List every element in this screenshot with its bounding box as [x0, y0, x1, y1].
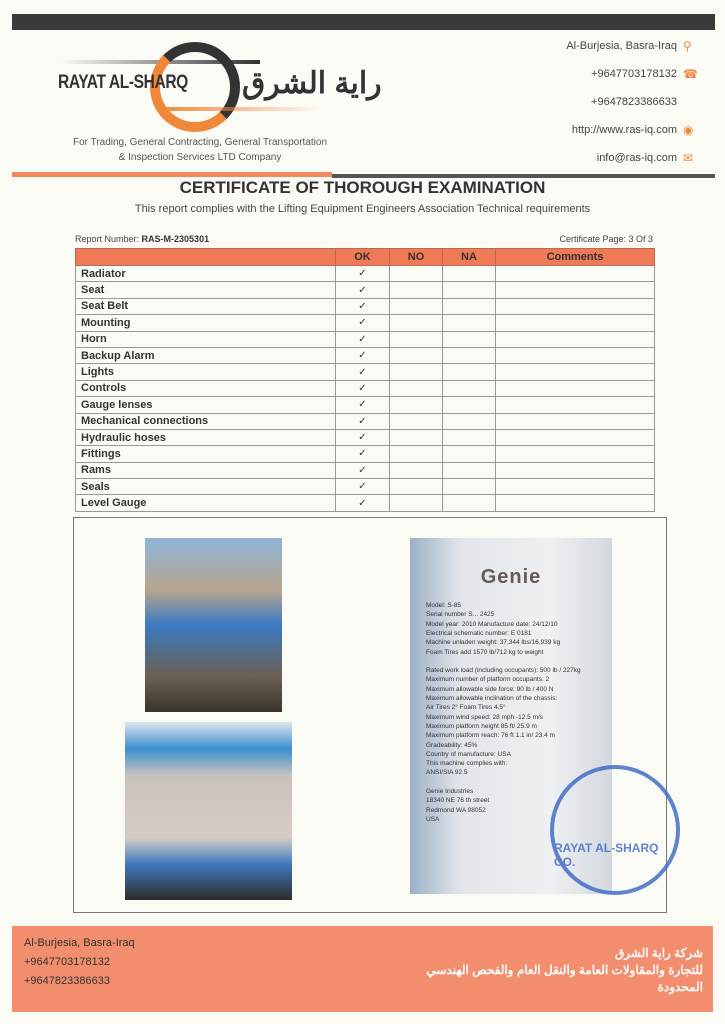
tagline-line: For Trading, General Contracting, General Transportation	[72, 137, 328, 148]
column-header	[76, 249, 336, 266]
machine-photo-chassis	[125, 722, 292, 900]
item-name: Gauge lenses	[76, 397, 336, 413]
location-pin-icon: ⚲	[683, 39, 692, 53]
table-row	[76, 364, 655, 380]
item-name: Mounting	[76, 315, 336, 331]
na-cell	[443, 298, 496, 314]
comments-cell	[496, 479, 655, 495]
no-cell	[390, 380, 443, 396]
item-name: Seals	[76, 479, 336, 495]
na-cell	[443, 462, 496, 478]
nameplate-line: Model year: 2010 Manufacture date: 24/12/10	[426, 620, 558, 628]
page-subtitle: This report complies with the Lifting Equipment Engineers Association Technical requirements	[134, 203, 591, 215]
comments-cell	[496, 282, 655, 298]
globe-icon: ◉	[683, 123, 694, 137]
comments-cell	[496, 315, 655, 331]
no-cell	[390, 413, 443, 429]
ok-check: ✓	[336, 479, 390, 495]
phone-text: +9647823386633	[591, 96, 677, 108]
nameplate-line: Maximum allowable side force: 90 lb / 400 N	[426, 685, 554, 693]
nameplate-line: Air Tires 2° Foam Tires 4.5°	[426, 704, 506, 712]
na-cell	[443, 282, 496, 298]
table-row	[76, 429, 655, 445]
no-cell	[390, 429, 443, 445]
comments-cell	[496, 380, 655, 396]
footer-address: Al-Burjesia, Basra-Iraq	[24, 937, 135, 949]
no-cell	[390, 364, 443, 380]
page-title: CERTIFICATE OF THOROUGH EXAMINATION	[179, 178, 546, 197]
nameplate-line: Gradeability: 45%	[426, 741, 478, 749]
ok-check: ✓	[336, 298, 390, 314]
contact-phone2	[591, 96, 677, 108]
contact-phone1	[591, 67, 698, 81]
table-row	[76, 462, 655, 478]
column-header: Comments	[496, 249, 655, 266]
footer-ar-line: شركة راية الشرق	[614, 946, 703, 960]
na-cell	[443, 331, 496, 347]
item-name: Controls	[76, 380, 336, 396]
table-row	[76, 266, 655, 282]
ok-check: ✓	[336, 380, 390, 396]
table-row	[76, 495, 655, 511]
no-cell	[390, 462, 443, 478]
item-name: Seat Belt	[76, 298, 336, 314]
nameplate-line: Redmond WA 98052	[426, 806, 486, 814]
nameplate-line: USA	[426, 815, 440, 823]
footer-arabic	[426, 945, 703, 996]
column-header: NO	[390, 249, 443, 266]
no-cell	[390, 347, 443, 363]
website-link[interactable]: http://www.ras-iq.com	[571, 124, 677, 136]
nameplate-line: Electrical schematic number: E 0181	[426, 629, 532, 637]
no-cell	[390, 331, 443, 347]
nameplate-line: Maximum wind speed: 28 mph -12.5 m/s	[426, 713, 544, 721]
no-cell	[390, 298, 443, 314]
na-cell	[443, 397, 496, 413]
tagline-line: & Inspection Services LTD Company	[118, 152, 282, 163]
table-row	[76, 331, 655, 347]
item-name: Lights	[76, 364, 336, 380]
footer-ar-line: المحدودة	[657, 980, 703, 994]
tagline	[40, 135, 360, 165]
contact-email[interactable]	[597, 152, 695, 164]
nameplate-line: Maximum allowable inclination of the chassis:	[426, 695, 558, 702]
genie-brand: Genie	[480, 566, 542, 588]
footer-phone2: +9647823386633	[24, 975, 110, 987]
na-cell	[443, 380, 496, 396]
divider	[12, 172, 332, 177]
item-name: Radiator	[76, 266, 336, 282]
item-name: Fittings	[76, 446, 336, 462]
item-name: Backup Alarm	[76, 347, 336, 363]
nameplate-line: Maximum platform height 85 ft/ 25.9 m	[426, 722, 537, 730]
contact-website[interactable]	[572, 124, 695, 136]
ok-check: ✓	[336, 347, 390, 363]
no-cell	[390, 397, 443, 413]
nameplate-line: ANSI/SIA 92.5	[426, 769, 468, 777]
envelope-icon: ✉	[683, 151, 694, 165]
item-name: Hydraulic hoses	[76, 429, 336, 445]
company-name-ar: راية الشرق	[242, 67, 382, 100]
column-header: OK	[336, 249, 390, 266]
company-name-en: RAYAT AL-SHARQ	[58, 72, 188, 93]
company-stamp: RAYAT AL-SHARQ CO.	[550, 765, 680, 895]
ok-check: ✓	[336, 495, 390, 511]
nameplate-line: Serial number S... 2425	[426, 611, 495, 619]
ok-check: ✓	[336, 315, 390, 331]
top-bar	[12, 14, 715, 30]
column-header: NA	[443, 249, 496, 266]
nameplate-line: Maximum number of platform occupants: 2	[426, 676, 550, 684]
nameplate-line: 18340 NE 76 th street	[426, 797, 490, 805]
report-label: Report Number:	[75, 234, 140, 244]
ok-check: ✓	[336, 429, 390, 445]
item-name: Level Gauge	[76, 495, 336, 511]
na-cell	[443, 266, 496, 282]
item-name: Seat	[76, 282, 336, 298]
ok-check: ✓	[336, 462, 390, 478]
na-cell	[443, 429, 496, 445]
nameplate-line: Model: S-85	[426, 602, 462, 609]
table-row	[76, 479, 655, 495]
logo-line	[160, 107, 320, 111]
comments-cell	[496, 462, 655, 478]
table-row	[76, 413, 655, 429]
comments-cell	[496, 298, 655, 314]
inspection-table	[75, 248, 655, 512]
nameplate-line: Country of manufacture: USA	[426, 750, 511, 758]
item-name: Horn	[76, 331, 336, 347]
ok-check: ✓	[336, 397, 390, 413]
ok-check: ✓	[336, 266, 390, 282]
ok-check: ✓	[336, 282, 390, 298]
footer-phone1: +9647703178132	[24, 956, 110, 968]
nameplate-line: Rated work load (including occupants): 500 lb / 227kg	[426, 667, 581, 675]
phone-icon: ☎	[683, 67, 698, 81]
na-cell	[443, 364, 496, 380]
comments-cell	[496, 331, 655, 347]
nameplate-line: This machine complies with:	[426, 760, 508, 768]
comments-cell	[496, 364, 655, 380]
ok-check: ✓	[336, 364, 390, 380]
comments-cell	[496, 413, 655, 429]
comments-cell	[496, 397, 655, 413]
no-cell	[390, 266, 443, 282]
footer-ar-line: للتجارة والمقاولات العامة والنقل العام والفحص الهندسي	[426, 963, 703, 977]
comments-cell	[496, 495, 655, 511]
comments-cell	[496, 446, 655, 462]
na-cell	[443, 446, 496, 462]
certificate-page: Certificate Page: 3 Of 3	[559, 234, 653, 244]
nameplate-line: Machine unladen weight: 37,344 lbs/16,939 kg	[426, 639, 561, 647]
ok-check: ✓	[336, 446, 390, 462]
comments-cell	[496, 347, 655, 363]
no-cell	[390, 479, 443, 495]
no-cell	[390, 282, 443, 298]
na-cell	[443, 347, 496, 363]
table-row	[76, 397, 655, 413]
na-cell	[443, 413, 496, 429]
nameplate-line: Foam Tires add 1570 lb/712 kg to weight	[426, 648, 544, 656]
table-row	[76, 315, 655, 331]
machine-photo-boom	[145, 538, 282, 712]
table-row	[76, 446, 655, 462]
no-cell	[390, 446, 443, 462]
item-name: Rams	[76, 462, 336, 478]
contact-address	[566, 40, 695, 52]
item-name: Mechanical connections	[76, 413, 336, 429]
report-number-value: RAS-M-2305301	[141, 234, 210, 244]
na-cell	[443, 479, 496, 495]
table-row	[76, 347, 655, 363]
nameplate-line: Maximum platform reach: 76 ft 1.1 in/ 23.4 m	[426, 732, 555, 740]
report-number	[75, 234, 209, 244]
ok-check: ✓	[336, 331, 390, 347]
email-link[interactable]: info@ras-iq.com	[596, 152, 677, 164]
no-cell	[390, 495, 443, 511]
nameplate-line: Genie Industries	[426, 788, 474, 795]
table-row	[76, 282, 655, 298]
table-row	[76, 298, 655, 314]
na-cell	[443, 495, 496, 511]
table-row	[76, 380, 655, 396]
phone-text: +9647703178132	[591, 68, 677, 80]
na-cell	[443, 315, 496, 331]
comments-cell	[496, 266, 655, 282]
ok-check: ✓	[336, 413, 390, 429]
no-cell	[390, 315, 443, 331]
comments-cell	[496, 429, 655, 445]
address-text: Al-Burjesia, Basra-Iraq	[566, 40, 677, 52]
